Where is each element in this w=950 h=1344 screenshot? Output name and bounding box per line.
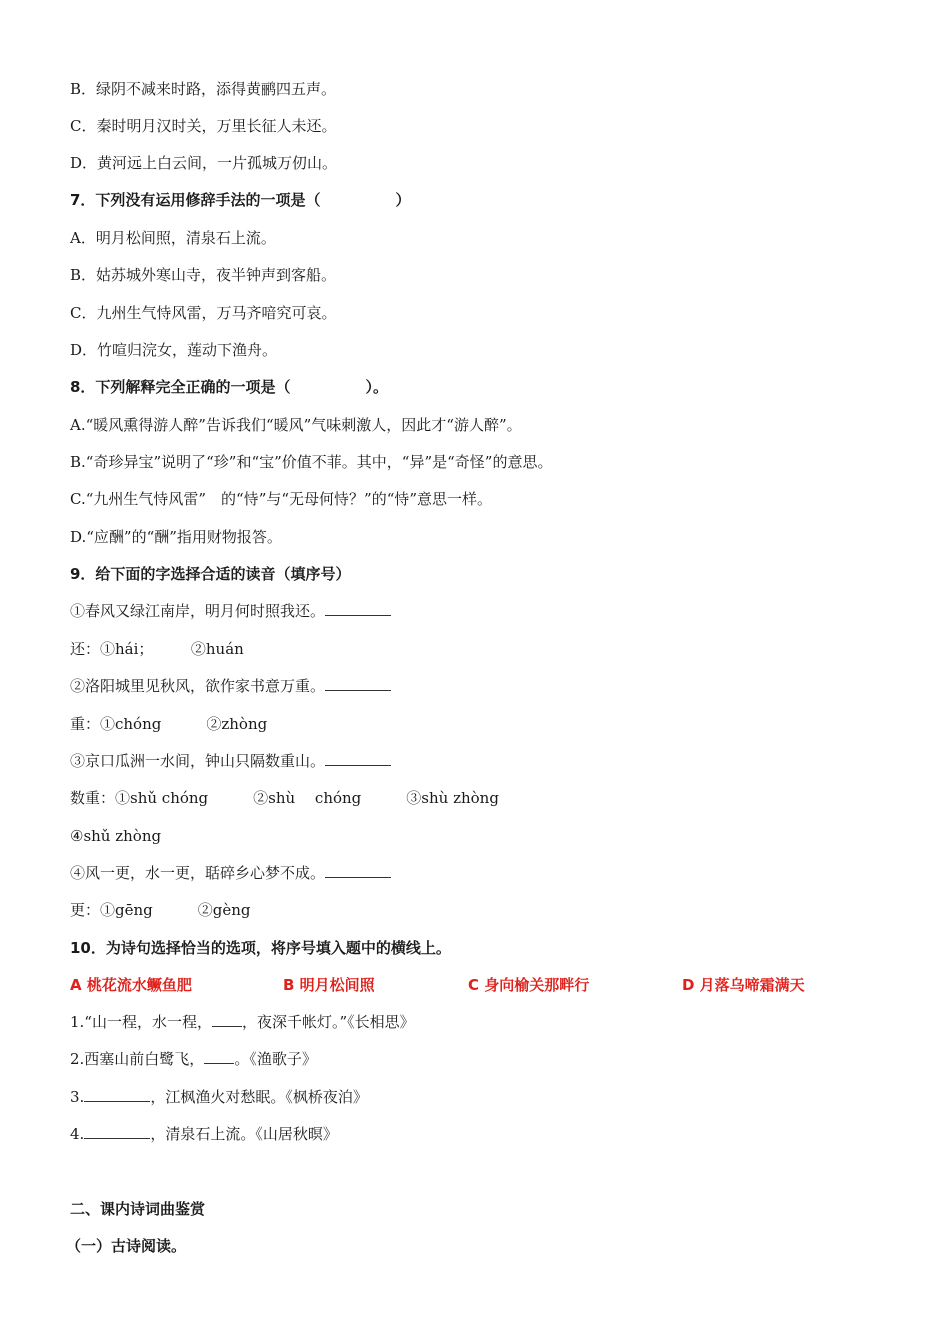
q10-line-1 <box>70 1012 415 1032</box>
q10-line-1-post: ，夜深千帐灯。”《长相思》 <box>241 1013 415 1031</box>
q7-option-a: A．明月松间照，清泉石上流。 <box>70 229 276 247</box>
q10-stem: 10．为诗句选择恰当的选项，将序号填入题中的横线上。 <box>70 939 451 957</box>
q7-option-c: C．九州生气恃风雷，万马齐喑究可哀。 <box>70 304 337 322</box>
q6-option-b: B．绿阴不减来时路，添得黄鹂四五声。 <box>70 80 337 98</box>
q9-sentence-1 <box>70 601 391 621</box>
q10-option-c: C 身向榆关那畔行 <box>468 976 590 994</box>
answer-blank[interactable] <box>212 1012 242 1027</box>
q10-line-4-pre: 4. <box>70 1125 85 1143</box>
q7-option-b: B．姑苏城外寒山寺，夜半钟声到客船。 <box>70 266 337 284</box>
q6-option-c: C．秦时明月汉时关，万里长征人未还。 <box>70 117 337 135</box>
q10-option-d: D 月落乌啼霜满天 <box>682 976 805 994</box>
q9-sentence-2 <box>70 676 391 696</box>
q9-options-1: 还：①hái； ②huán <box>70 640 244 658</box>
q10-line-4-post: ，清泉石上流。《山居秋暝》 <box>150 1125 338 1143</box>
q10-line-2-pre: 2.西塞山前白鹭飞， <box>70 1050 205 1068</box>
q10-line-3-post: ，江枫渔火对愁眠。《枫桥夜泊》 <box>150 1088 368 1106</box>
answer-blank[interactable] <box>84 1124 150 1139</box>
q9-options-4: 更：①gēng ②gèng <box>70 901 251 919</box>
q9-sentence-3 <box>70 751 391 771</box>
q10-line-3 <box>70 1087 368 1107</box>
q10-line-4 <box>70 1124 338 1144</box>
q6-option-d: D．黄河远上白云间，一片孤城万仞山。 <box>70 154 338 172</box>
q7-option-d: D．竹喧归浣女，莲动下渔舟。 <box>70 341 278 359</box>
q7-stem: 7．下列没有运用修辞手法的一项是（ ） <box>70 191 411 209</box>
q9-sentence-2-text: ②洛阳城里见秋风，欲作家书意万重。 <box>70 677 326 695</box>
q9-options-2: 重：①chóng ②zhòng <box>70 715 268 733</box>
q8-stem: 8．下列解释完全正确的一项是（ ）。 <box>70 378 388 396</box>
q10-line-2-post: 。《渔歌子》 <box>234 1050 317 1068</box>
q9-options-3b: ④shǔ zhòng <box>70 827 162 845</box>
q9-stem: 9．给下面的字选择合适的读音（填序号） <box>70 565 351 583</box>
q10-line-1-pre: 1.“山一程，水一程， <box>70 1013 212 1031</box>
q8-option-a: A.“暖风熏得游人醉”告诉我们“暖风”气味刺激人，因此才“游人醉”。 <box>70 416 522 434</box>
answer-blank[interactable] <box>325 676 391 691</box>
answer-blank[interactable] <box>325 863 391 878</box>
q8-option-d: D.“应酬”的“酬”指用财物报答。 <box>70 528 282 546</box>
q10-option-b: B 明月松间照 <box>283 976 375 994</box>
section-2-subtitle: （一）古诗阅读。 <box>66 1237 187 1255</box>
answer-blank[interactable] <box>204 1049 234 1064</box>
q10-line-2 <box>70 1049 317 1069</box>
answer-blank[interactable] <box>84 1087 150 1102</box>
q8-option-b: B.“奇珍异宝”说明了“珍”和“宝”价值不菲。其中，“异”是“奇怪”的意思。 <box>70 453 553 471</box>
answer-blank[interactable] <box>325 751 391 766</box>
q9-sentence-4-text: ④风一更，水一更，聒碎乡心梦不成。 <box>70 864 326 882</box>
q9-options-3: 数重：①shǔ chóng ②shù chóng ③shù zhòng <box>70 789 499 807</box>
q10-line-3-pre: 3. <box>70 1088 85 1106</box>
q9-sentence-4 <box>70 863 391 883</box>
section-2-title: 二、课内诗词曲鉴赏 <box>70 1200 206 1218</box>
q8-option-c: C.“九州生气恃风雷” 的“恃”与“无母何恃？”的“恃”意思一样。 <box>70 490 493 508</box>
q9-sentence-1-text: ①春风又绿江南岸，明月何时照我还。 <box>70 602 326 620</box>
answer-blank[interactable] <box>325 601 391 616</box>
q9-sentence-3-text: ③京口瓜洲一水间，钟山只隔数重山。 <box>70 752 326 770</box>
q10-option-a: A 桃花流水鳜鱼肥 <box>70 976 192 994</box>
